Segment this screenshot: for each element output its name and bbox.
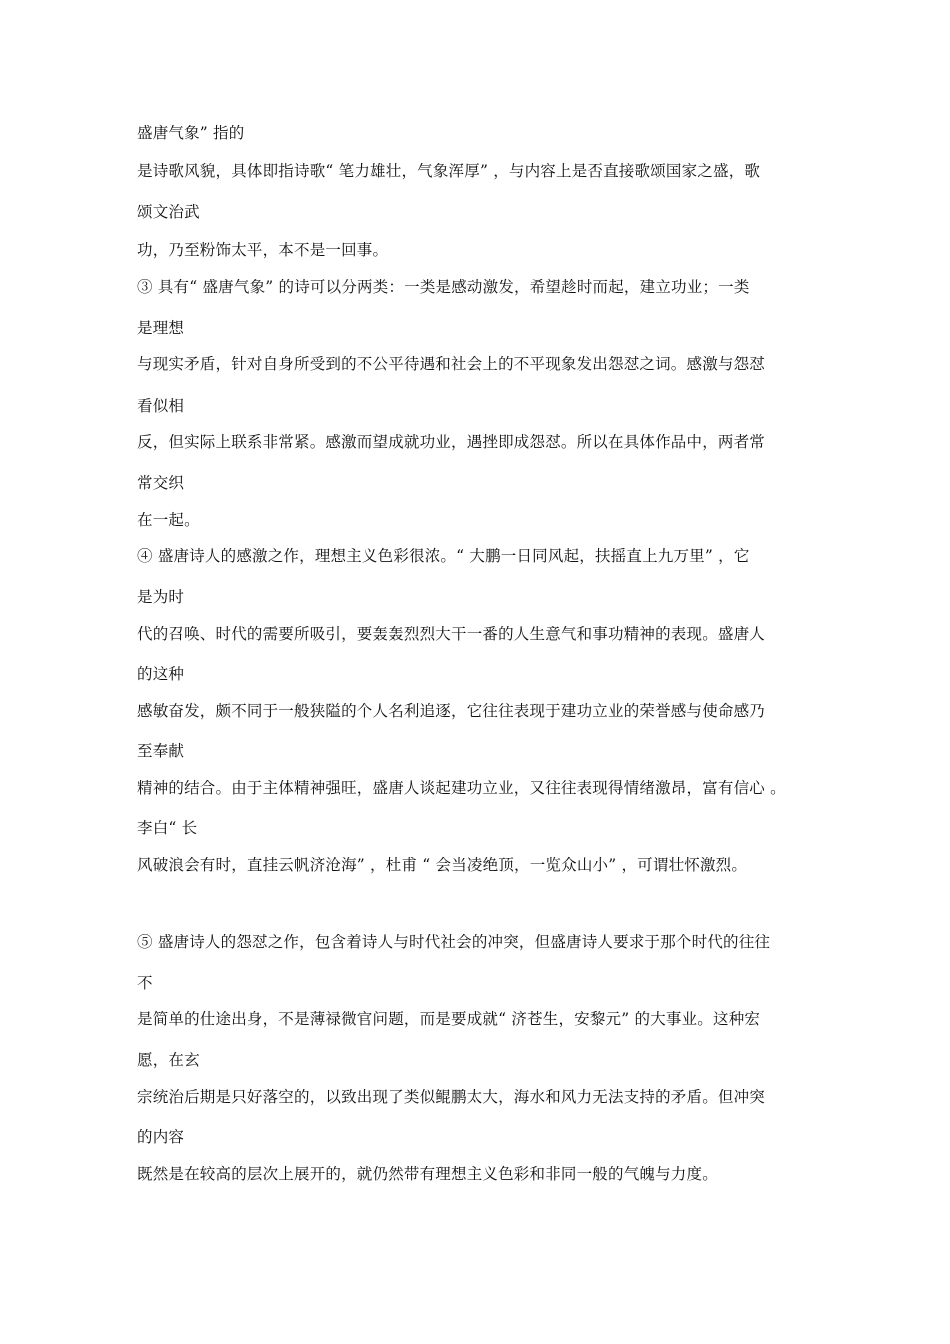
text-line: 感敏奋发，颇不同于一般狭隘的个人名利追逐，它往往表现于建功立业的荣誉感与使命感乃 — [137, 702, 766, 720]
text-line: 至奉献 — [137, 742, 185, 760]
text-line: 看似相 — [137, 397, 185, 415]
text-line: 李白“ 长 — [137, 819, 198, 837]
text-line: 既然是在较高的层次上展开的，就仍然带有理想主义色彩和非同一般的气魄与力度。 — [137, 1165, 718, 1183]
text-line: ③ 具有“ 盛唐气象” 的诗可以分两类：一类是感动激发，希望趁时而起，建立功业；一类 — [137, 278, 750, 296]
text-line: ⑤ 盛唐诗人的怨怼之作，包含着诗人与时代社会的冲突，但盛唐诗人要求于那个时代的往往 — [137, 933, 771, 951]
text-line: 是为时 — [137, 588, 185, 606]
text-line: ④ 盛唐诗人的感激之作，理想主义色彩很浓。“ 大鹏一日同风起，扶摇直上九万里” ，它 — [137, 547, 750, 565]
text-line: 不 — [137, 974, 153, 992]
text-line: 功，乃至粉饰太平，本不是一回事。 — [137, 241, 389, 259]
text-line: 颂文治武 — [137, 203, 200, 221]
text-line: 的这种 — [137, 665, 185, 683]
text-line: 是理想 — [137, 319, 185, 337]
text-line: 代的召唤、时代的需要所吸引，要轰轰烈烈大干一番的人生意气和事功精神的表现。盛唐人 — [137, 625, 766, 643]
text-line: 反，但实际上联系非常紧。感激而望成就功业，遇挫即成怨怼。所以在具体作品中，两者常 — [137, 433, 766, 451]
text-line: 常交织 — [137, 474, 185, 492]
text-line: 宗统治后期是只好落空的，以致出现了类似鲲鹏太大，海水和风力无法支持的矛盾。但冲突 — [137, 1088, 766, 1106]
text-line: 是简单的仕途出身，不是薄禄微官问题，而是要成就“ 济苍生，安黎元” 的大事业。这种宏 — [137, 1010, 761, 1028]
text-line: 盛唐气象” 指的 — [137, 124, 245, 142]
text-line: 精神的结合。由于主体精神强旺，盛唐人谈起建功立业，又往往表现得情绪激昂，富有信心 。 — [137, 779, 786, 797]
text-line: 在一起。 — [137, 511, 200, 529]
text-line: 与现实矛盾，针对自身所受到的不公平待遇和社会上的不平现象发出怨怼之词。感激与怨怼 — [137, 355, 766, 373]
text-line: 的内容 — [137, 1128, 185, 1146]
text-line: 是诗歌风貌，具体即指诗歌“ 笔力雄壮，气象浑厚” ，与内容上是否直接歌颂国家之盛，歌 — [137, 162, 761, 180]
text-line: 风破浪会有时，直挂云帆济沧海” ，杜甫 “ 会当凌绝顶，一览众山小” ，可谓壮怀激烈。 — [137, 856, 748, 874]
text-line: 愿，在玄 — [137, 1051, 200, 1069]
